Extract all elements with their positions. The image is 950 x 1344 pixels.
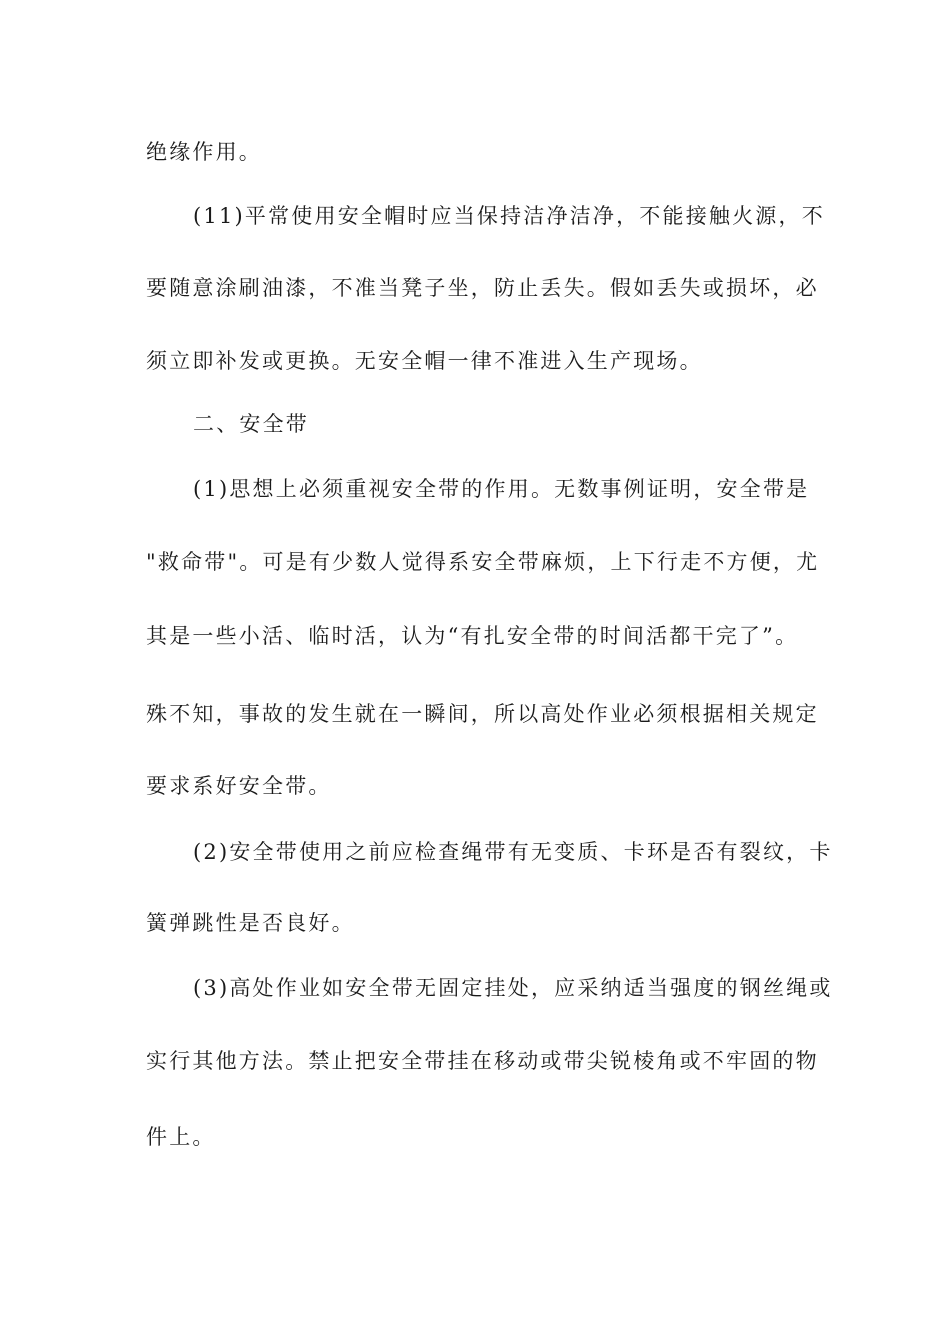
paragraph-item-3: (3)高处作业如安全带无固定挂处，应采纳适当强度的钢丝绳或 [193,976,833,1000]
text-line: 殊不知，事故的发生就在一瞬间，所以高处作业必须根据相关规定 [146,702,819,726]
text-line: 要随意涂刷油漆，不准当凳子坐，防止丢失。假如丢失或损坏，必 [146,276,819,300]
text-line: 实行其他方法。禁止把安全带挂在移动或带尖锐棱角或不牢固的物 [146,1049,819,1073]
paragraph-item-11: (11)平常使用安全帽时应当保持洁净洁净，不能接触火源，不 [193,204,825,228]
paragraph-item-2: (2)安全带使用之前应检查绳带有无变质、卡环是否有裂纹，卡 [193,840,833,864]
paragraph-item-1: (1)思想上必须重视安全带的作用。无数事例证明，安全带是 [193,477,810,501]
text-line: "救命带"。可是有少数人觉得系安全带麻烦，上下行走不方便，尤 [146,550,820,574]
text-line: 要求系好安全带。 [146,774,332,798]
text-line: 件上。 [146,1125,216,1149]
text-line: 其是一些小活、临时活，认为“有扎安全带的时间活都干完了”。 [146,624,799,648]
text-line: 簧弹跳性是否良好。 [146,911,355,935]
text-line: 须立即补发或更换。无安全帽一律不准进入生产现场。 [146,349,703,373]
text-line: 绝缘作用。 [146,140,262,164]
section-heading: 二、安全带 [193,412,309,436]
